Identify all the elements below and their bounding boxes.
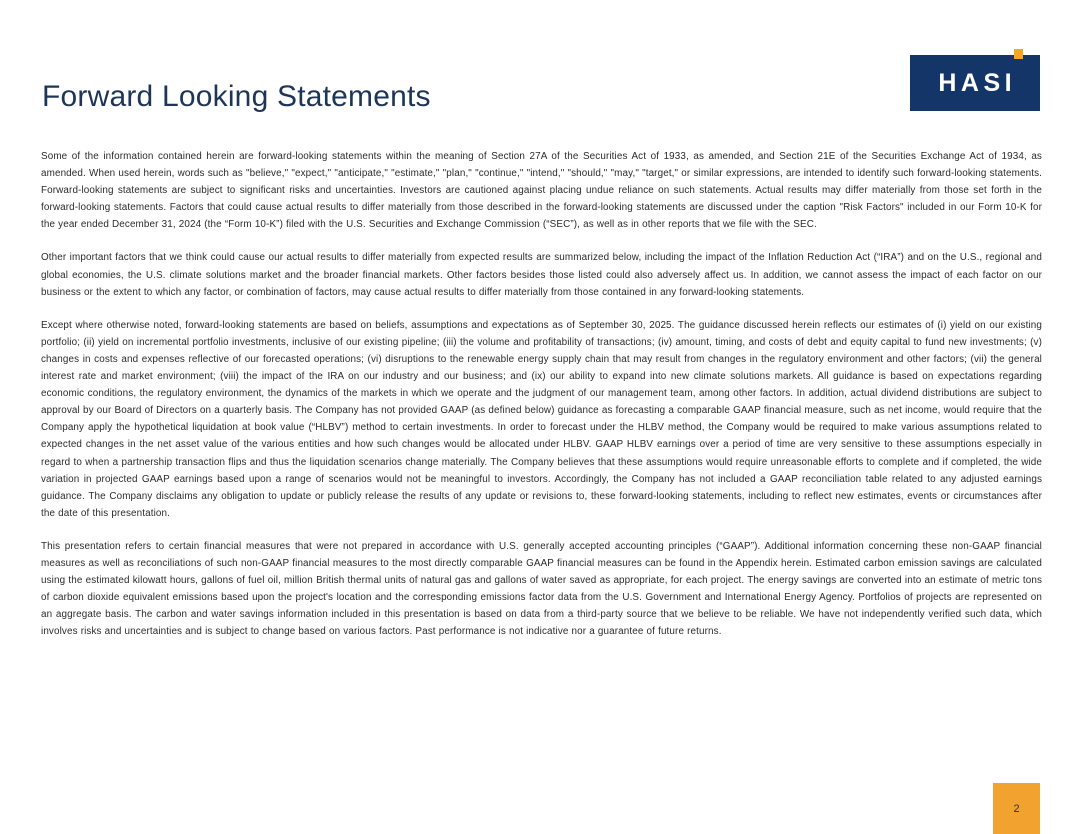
paragraph-4: This presentation refers to certain financial measures that were not prepared in accordance with U.S. generally accepted accounting principles (“GAAP”). Additional information concerning these non-GAAP financial measures as well as reconciliations of such non-GAAP financial measures to the most directly comparable GAAP financial measures can be found in the Appendix herein. Estimated carbon emission savings are calculated using the estimated kilowatt hours, gallons of fuel oil, million British thermal units of natural gas and gallons of water saved as appropriate, for each project. The energy savings are converted into an estimate of metric tons of carbon dioxide equivalent emissions based upon the project's location and the corresponding emissions factor data from the U.S. Government and International Energy Agency. Portfolios of projects are represented on an aggregate basis. The carbon and water savings information included in this presentation is based on data from a third-party source that we believe to be reliable. We have not independently verified such data, which involves risks and uncertainties and is subject to change based on various factors. Past performance is not indicative nor a guarantee of future returns.: [41, 540, 1042, 638]
paragraph-1: Some of the information contained herein are forward-looking statements within the meaning of Section 27A of the Securities Act of 1933, as amended, and Section 21E of the Securities Exchange Act of 1934, as amended. When used herein, words such as "believe," "expect," "anticipate," "estimate," "plan," "continue," "intend," "should," "may," "target," or similar expressions, are intended to identify such forward-looking statements. Forward-looking statements are subject to significant risks and uncertainties. Investors are cautioned against placing undue reliance on such statements. Actual results may differ materially from those set forth in the forward-looking statements. Factors that could cause actual results to differ materially from those described in the forward-looking statements are discussed under the caption "Risk Factors" included in our Form 10-K for the year ended December 31, 2024 (the “Form 10-K”) filed with the U.S. Securities and Exchange Commission (“SEC”), as well as in other reports that we file with the SEC.: [41, 151, 1042, 231]
page-title: Forward Looking Statements: [42, 80, 431, 114]
paragraph-2: Other important factors that we think could cause our actual results to differ materially from expected results are summarized below, including the impact of the Inflation Reduction Act (“IRA”) and on the U.S., regional and global economies, the U.S. climate solutions market and the broader financial markets. Other factors besides those listed could also adversely affect us. In addition, we cannot assess the impact of each factor on our business or the extent to which any factor, or combination of factors, may cause actual results to differ materially from those contained in any forward-looking statements.: [41, 252, 1042, 298]
logo-accent-square-icon: [1014, 49, 1023, 59]
page-number-badge: 2: [993, 783, 1040, 834]
logo-box: [910, 55, 1040, 111]
hasi-logo: [910, 49, 1040, 111]
body-copy: [41, 148, 1042, 640]
paragraph-3: Except where otherwise noted, forward-looking statements are based on beliefs, assumptions and expectations as of September 30, 2025. The guidance discussed herein reflects our estimates of (i) yield on our existing portfolio; (ii) yield on incremental portfolio investments, inclusive of our existing pipeline; (iii) the volume and profitability of transactions; (iv) amount, timing, and costs of debt and equity capital to fund new investments; (v) changes in costs and expenses reflective of our forecasted operations; (vi) disruptions to the renewable energy supply chain that may result from changes in the regulatory environment and other factors; (vii) the general interest rate and market environment; (viii) the impact of the IRA on our industry and our business; and (ix) our ability to expand into new climate solutions markets. All guidance is based on expectations regarding economic conditions, the regulatory environment, the dynamics of the markets in which we operate and the judgment of our management team, among other factors. In addition, actual dividend distributions are subject to approval by our Board of Directors on a quarterly basis. The Company has not provided GAAP (as defined below) guidance as forecasting a comparable GAAP financial measure, such as net income, would require that the Company apply the hypothetical liquidation at book value (“HLBV”) method to certain investments. In order to forecast under the HLBV method, the Company would be required to make various assumptions related to expected changes in the net asset value of the various entities and how such changes would be allocated under HLBV. GAAP HLBV earnings over a period of time are very sensitive to these assumptions especially in regard to when a partnership transaction flips and thus the liquidation scenarios change materially. The Company believes that these assumptions would require unreasonable efforts to complete and if completed, the wide variation in projected GAAP earnings based upon a range of scenarios would not be meaningful to investors. Accordingly, the Company has not included a GAAP reconciliation table related to any adjusted earnings guidance. The Company disclaims any obligation to update or publicly release the results of any update or revisions to, these forward-looking statements, including to reflect new estimates, events or circumstances after the date of this presentation.: [41, 319, 1042, 519]
logo-wordmark: HASI: [938, 68, 1017, 97]
